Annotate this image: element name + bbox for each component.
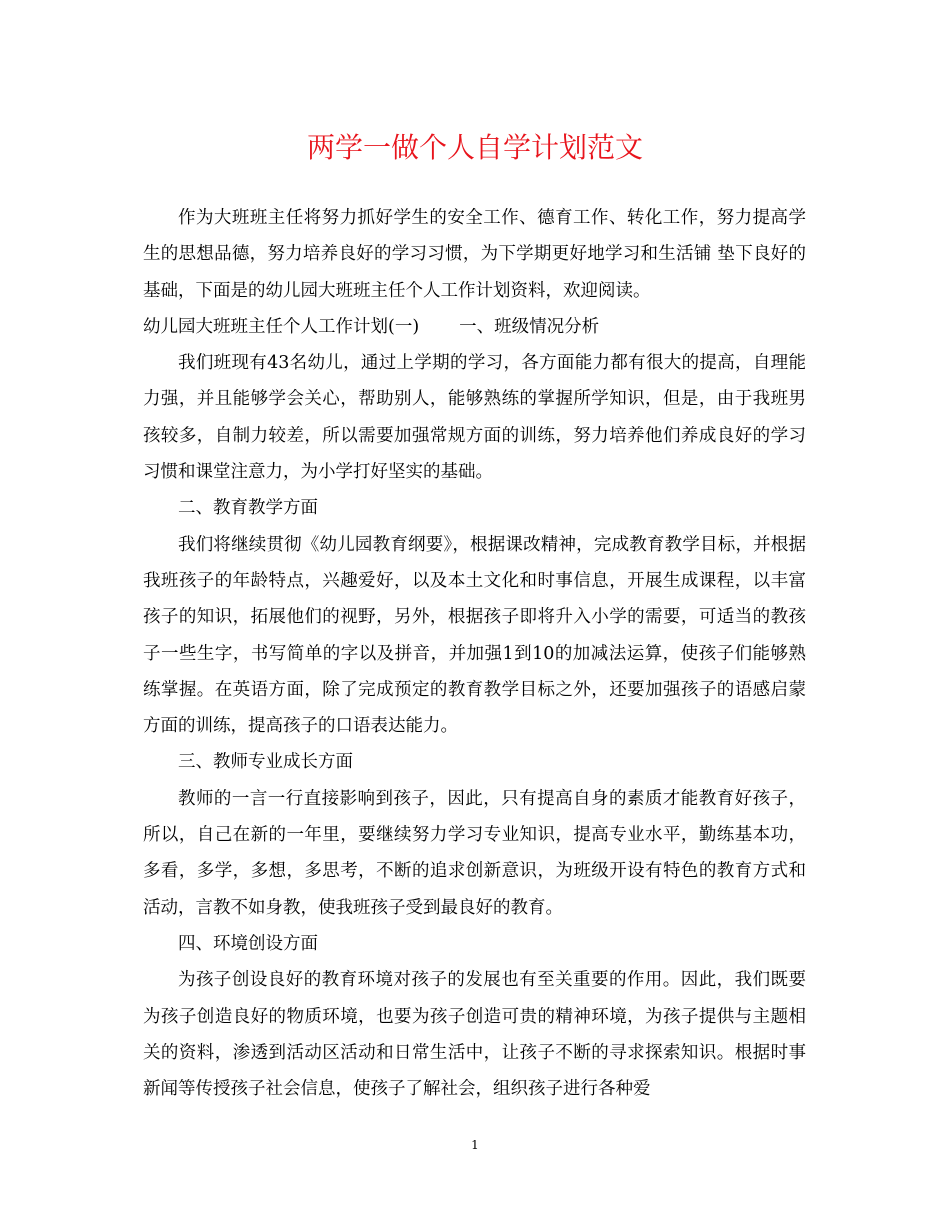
section3-paragraph: 教师的一言一行直接影响到孩子，因此，只有提高自身的素质才能教育好孩子，所以，自己在新的一年里，要继续努力学习专业知识，提高专业水平，勤练基本功，多看，多学，多想，多思考，不断的追求创新意识，为班级开设有特色的教育方式和活动，言教不如身教，使我班孩子受到最良好的教育。 (143, 788, 806, 918)
section3-heading: 三、教师专业成长方面 (178, 752, 353, 773)
page-number: 1 (471, 1138, 479, 1152)
plan-heading: 幼儿园大班班主任个人工作计划(一) (143, 316, 420, 337)
document-title: 两学一做个人自学计划范文 (306, 131, 643, 164)
section1-paragraph: 我们班现有43名幼儿，通过上学期的学习，各方面能力都有很大的提高，自理能力强，并且能够学会关心，帮助别人，能够熟练的掌握所学知识，但是，由于我班男孩较多，自制力较差，所以需要加强常规方面的训练，努力培养他们养成良好的学习习惯和课堂注意力，为小学打好坚实的基础。 (143, 353, 806, 483)
section4-heading: 四、环境创设方面 (178, 933, 318, 954)
intro-paragraph: 作为大班班主任将努力抓好学生的安全工作、德育工作、转化工作，努力提高学生的思想品德，努力培养良好的学习习惯，为下学期更好地学习和生活铺 垫下良好的基础，下面是的幼儿园大班班主任个人工作计划资料，欢迎阅读。 (143, 208, 806, 301)
plan-heading-line (143, 309, 806, 345)
section2-heading: 二、教育教学方面 (178, 498, 318, 519)
section1-heading: 一、班级情况分析 (459, 316, 600, 337)
document-body (143, 200, 806, 1107)
section4-paragraph: 为孩子创设良好的教育环境对孩子的发展也有至关重要的作用。因此，我们既要为孩子创造良好的物质环境，也要为孩子创造可贵的精神环境，为孩子提供与主题相关的资料，渗透到活动区活动和日常生活中，让孩子不断的寻求探索知识。根据时事新闻等传授孩子社会信息，使孩子了解社会，组织孩子进行各种爱 (143, 970, 806, 1100)
section2-paragraph: 我们将继续贯彻《幼儿园教育纲要》，根据课改精神，完成教育教学目标，并根据我班孩子的年龄特点，兴趣爱好，以及本土文化和时事信息，开展生成课程，以丰富孩子的知识，拓展他们的视野，另外，根据孩子即将升入小学的需要，可适当的教孩子一些生字，书写简单的字以及拼音，并加强1到10的加减法运算，使孩子们能够熟练掌握。在英语方面，除了完成预定的教育教学目标之外，还要加强孩子的语感启蒙方面的训练，提高孩子的口语表达能力。 (143, 534, 806, 737)
